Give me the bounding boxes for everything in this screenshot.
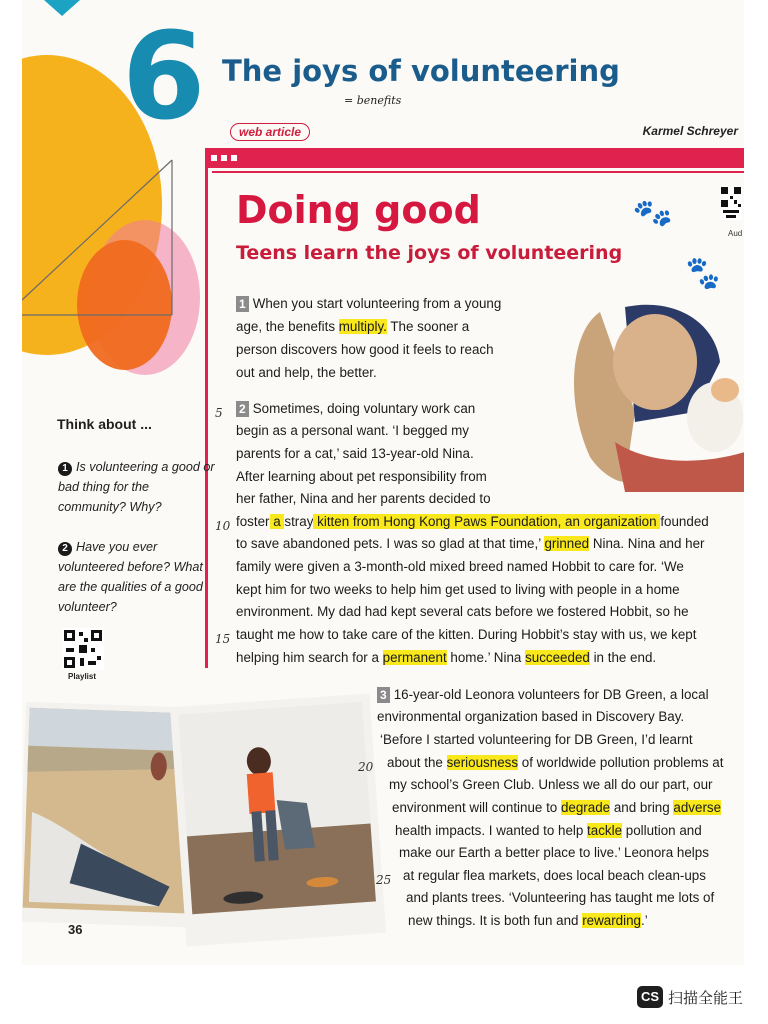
article-line [236,511,709,533]
paw-print-icon: 🐾 [681,254,724,293]
article-text: person discovers how good it feels to reach [236,342,494,357]
highlighted-word: seriousness [446,755,519,770]
paragraph-number: 1 [236,296,249,312]
article-line [236,556,684,578]
article-text: in the end. [589,650,657,665]
line-number: 5 [215,406,223,420]
article-line [406,887,714,909]
article-text: environment. My dad had kept several cats before we fostered Hobbit, so he [236,604,689,619]
article-line [395,820,702,842]
highlighted-word: degrade [560,800,611,815]
article-text: parents for a cat,’ said 13-year-old Nina. [236,446,474,461]
highlighted-word: a [269,514,285,529]
paragraph-number: 3 [377,687,390,703]
article-subheadline: Teens learn the joys of volunteering [236,242,623,264]
article-text: my school’s Green Club. Unless we all do our part, our [389,777,713,792]
paragraph-number: 2 [236,401,249,417]
article-line [236,362,377,384]
article-text: When you start volunteering from a young [252,296,502,311]
article-line [236,466,487,488]
paw-print-icon: 🐾 [630,192,675,235]
article-text: her father, Nina and her parents decided to [236,491,491,506]
article-line [408,910,648,932]
page-number: 36 [68,922,83,937]
article-headline: Doing good [236,188,481,232]
highlighted-word: succeeded [525,650,590,665]
article-text: foster [236,514,270,529]
article-text: After learning about pet responsibility from [236,469,487,484]
article-text: Nina. Nina and her [589,536,705,551]
article-text: The sooner a [386,319,470,334]
audio-label: Aud [728,229,743,238]
article-text: of worldwide pollution problems at [518,755,724,770]
article-text: new things. It is both fun and [408,913,583,928]
article-line [389,774,713,796]
line-number: 25 [376,873,392,887]
article-text: begin as a personal want. ‘I begged my [236,423,469,438]
article-line [377,684,709,706]
question-number: 1 [58,462,72,476]
line-number: 10 [215,519,231,533]
scanner-brand-text: 扫描全能王 [668,989,744,1007]
highlighted-word: multiply. [338,319,387,334]
article-line [380,729,693,751]
article-text: home.’ Nina [446,650,526,665]
question-text: Have you ever volunteered before? What are the qualities of a good volunteer? [58,540,203,614]
article-line [387,752,723,774]
chapter-number: 6 [122,8,206,147]
article-line [236,443,474,465]
article-text: 16-year-old Leonora volunteers for DB Green, a local [393,687,709,702]
article-text: health impacts. I wanted to help [395,823,588,838]
article-text: environmental organization based in Discovery Bay. [377,709,685,724]
article-line [236,420,469,442]
scanner-logo: CS [637,986,663,1008]
article-text: pollution and [622,823,702,838]
article-body [22,0,744,965]
article-text: Sometimes, doing voluntary work can [252,401,476,416]
article-text: and plants trees. ‘Volunteering has taught me lots of [406,890,715,905]
article-text: family were given a 3-month-old mixed breed named Hobbit to care for. ‘We [236,559,684,574]
article-text: taught me how to take care of the kitten. During Hobbit’s stay with us, we kept [236,627,697,642]
article-text: .’ [641,913,648,928]
article-line [399,842,709,864]
article-text: environment will continue to [392,800,561,815]
highlighted-word: adverse [673,800,722,815]
article-line [403,865,706,887]
article-line [236,533,705,555]
article-text: helping him search for a [236,650,383,665]
author-name: Karmel Schreyer [642,124,738,138]
article-line [392,797,721,819]
line-number: 15 [215,632,231,646]
question-text: Is volunteering a good or bad thing for the community? Why? [58,460,215,514]
article-line [236,316,469,338]
highlighted-word: kitten from Hong Kong Paws Foundation, an organization [313,514,661,529]
article-text: make our Earth a better place to live.’ Leonora helps [399,845,709,860]
article-type-badge: web article [230,123,310,141]
article-text: at regular flea markets, does local beach clean-ups [403,868,706,883]
highlighted-word: tackle [587,823,623,838]
highlighted-word: rewarding [582,913,642,928]
line-number: 20 [358,760,374,774]
article-line [236,624,696,646]
article-line [236,488,491,510]
handwritten-note: = benefits [344,94,402,107]
article-line [236,601,689,623]
playlist-label: Playlist [68,672,97,681]
article-line [236,579,680,601]
highlighted-word: permanent [382,650,447,665]
highlighted-word: grinned [544,536,590,551]
article-line [236,339,494,361]
article-line [236,398,475,420]
chapter-title: The joys of volunteering [222,54,620,88]
question-number: 2 [58,542,72,556]
article-line [377,706,684,728]
article-line [236,647,656,669]
textbook-page [22,0,744,965]
article-text: ‘Before I started volunteering for DB Green, I’d learnt [380,732,693,747]
article-text: about the [387,755,447,770]
article-text: age, the benefits [236,319,339,334]
article-text: to save abandoned pets. I was so glad at that time,’ [236,536,545,551]
article-text: kept him for two weeks to help him get used to living with people in a home [236,582,680,597]
article-text: founded [660,514,709,529]
article-text: stray [284,514,314,529]
article-text: out and help, the better. [236,365,377,380]
article-text: and bring [610,800,674,815]
article-line [236,293,501,315]
sidebar-heading: Think about ... [57,416,152,432]
